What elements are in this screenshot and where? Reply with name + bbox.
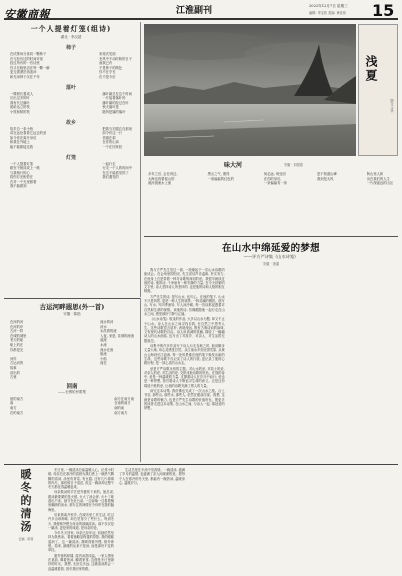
poem-line: 流水在流 — [100, 347, 114, 352]
poem-line: 南方南方 — [114, 410, 128, 415]
poem-line: 小枝和树的枝 — [10, 109, 30, 114]
old-poem-author: 安徽 · 陈艳 — [63, 312, 81, 316]
photo-caption: 图/文 庄平 — [390, 99, 394, 113]
essay-paragraph: 《山水诗笺》收录的作品, 大多以山水为题, 却又不止于山水。诗人在山水之间寻找自我, 在自然之中思考人生。这些诗歌语言质朴, 意境深远, 既有古典诗词的韵味, 又有现代诗歌的自由。诗人用真诚的笔触, 描绘了一幅幅动人的山水画卷, 也写出了对故乡、对亲人、对生活的无限眷恋。 — [144, 317, 225, 343]
poem-line: 随风是属的落叶 — [102, 109, 126, 114]
poem-hometown — [4, 126, 138, 150]
poem-line: 多年之后, 会在河边, — [148, 172, 178, 176]
poem-title-hometown: 故乡 — [65, 119, 76, 126]
bottom-title-char: 清 — [20, 507, 32, 520]
bottom-paragraph: 今年冬天回家, 母亲已经年迈, 但她依然坚持为我煮汤。看着她略显佝偻的背影, 我的眼眶湿润了。这一碗清汤, 我喝得格外慢, 格外珍惜。原来, 最暖的从来不是汤, 而是那份不变的牵挂。 — [48, 531, 114, 553]
poem-line: 流河流流水上流 — [148, 181, 172, 186]
bottom-paragraph: 后来我离开家乡, 在城市里工作生活, 吃过许多山珍海味, 却总觉得少了些什么。每到冬天, 我便格外想念母亲的那碗清汤。那不仅仅是一碗汤, 更是家的味道, 是母亲的爱。 — [48, 512, 114, 530]
poem-line: 和我在外地上 — [10, 140, 30, 145]
poem-line: 将你灯光相依在 — [10, 175, 34, 180]
bottom-essay-author: 安徽 · 陈莉 — [18, 537, 34, 541]
old-poem-title: 古运河畔遐思(外一首) — [39, 303, 105, 311]
essay-body — [144, 268, 398, 462]
editors-line: 编辑: 李宝松 美编: 黄佳伟 — [309, 11, 347, 15]
poem-line: 在不是今后 — [99, 74, 116, 79]
poem-line: 说出的 — [10, 370, 20, 375]
poem-line: 渡流 — [100, 338, 107, 343]
old-poem-subauthor: ——无锡的民歌集 — [58, 389, 86, 394]
poem-line: 北风中不动时般的日子 — [99, 56, 132, 61]
left-mid-rule — [4, 298, 140, 299]
poem-line: 我有长过落叶 — [10, 100, 30, 105]
poem-line: 流水的河 — [100, 320, 114, 324]
poem-line: 南 — [10, 401, 14, 406]
poem-line: 河水 — [100, 324, 107, 329]
poem-line: 在的南方 — [10, 410, 24, 415]
poem-line: 流在 — [100, 361, 107, 366]
waterfall-poem-title: 味大河 — [224, 162, 243, 169]
poem-leaves-left — [10, 92, 33, 115]
masthead-logo: 安徽商報 — [4, 8, 50, 21]
date-line: 2022年12月7日 星期三 — [309, 4, 348, 8]
poem-line: 如今有这一只 — [102, 131, 123, 136]
header-rule — [4, 18, 398, 20]
poem-line: 南方在南方南 — [114, 396, 134, 401]
poem-title-leaves: 落叶 — [65, 84, 76, 91]
essay-author: 安徽 · 查嘉 — [262, 262, 280, 266]
bottom-paragraph: 母亲做汤的手艺是外婆传下来的。她总说, 做汤最要紧的是火候, 火大了汤会浑, 火小了味道出不来。她守在灶台前, 一边添柴一边看着锅里翻滚的汤水, 那专注的神情至今仍印在我的脑海里。 — [48, 490, 114, 512]
poem-leaves — [4, 91, 138, 115]
poem-line: 不是柿子的颜色 — [99, 65, 123, 70]
poem-title-persimmon: 柿子 — [65, 45, 76, 51]
essay-top-rule — [144, 236, 398, 237]
bottom-paragraph: 冬日里, 一碗清汤总能温暖人心。记得小时候, 母亲总在寒冷的清晨为我们煮上一碗热气腾腾的清汤, 汤里有青菜, 有豆腐, 还有几片薄薄的肉片。那时候日子清贫, 但这一碗汤却让整个冬天都变得温暖起来。 — [48, 468, 114, 490]
poem-lantern-left — [10, 162, 40, 190]
poem-leaves-right — [102, 92, 132, 115]
poem-line: 故乡总一条小巷 — [10, 126, 34, 131]
poem-line: 一片接着落叶的 — [102, 96, 126, 101]
poem-persimmon-right — [99, 52, 132, 80]
old-poem-sub-left — [10, 397, 23, 415]
poem-line: 在你的身后, — [263, 176, 282, 181]
poem-line: 秋天落叶是 — [102, 105, 119, 110]
poem-hometown-right — [102, 127, 132, 150]
poem-line: 南的南 — [114, 405, 125, 410]
poem-line: 你都是光 — [10, 347, 24, 352]
old-poem-body — [4, 317, 140, 380]
poem-line: 黑山之气, 照得 — [207, 172, 230, 176]
banner-title: 浅夏 — [364, 55, 378, 83]
masthead — [4, 3, 84, 21]
poem-line: 路在不相同成上一路 — [10, 166, 40, 171]
poem-line: 你不在守长 — [99, 70, 116, 75]
poem-stanza — [317, 172, 337, 186]
essay-paragraph: 爱是方严诗歌永恒的主题。对山水的爱, 对故土的爱, 对亲人的爱, 对生活的爱, 交织成他诗歌的底色。在他的诗中, 爱是一种温暖的力量, 支撑着诗人在岁月中前行; 爱也是一种梦想, 指引着诗人不断追寻生命的意义。正是这份绵延不绝的爱, 让他的诗歌充满了感人的力量。 — [144, 366, 225, 388]
old-poem-right — [100, 320, 134, 380]
poem-line: 与我相行的心 — [10, 170, 30, 175]
poem-line: 在河的河 — [10, 320, 24, 324]
essay-title: 在山水中绵延爱的梦想 — [221, 243, 320, 254]
poem-line: 在城的城里 — [10, 333, 27, 338]
poem-line: 或在远处看着它远去的爱 — [10, 131, 47, 136]
poem-line: 老天的船 — [10, 338, 24, 343]
poem-line: 是不知道山峰 — [316, 172, 337, 176]
poem-stanza — [367, 172, 393, 186]
poem-line: 阿山里人和 — [366, 172, 384, 176]
poems-author: 湖北 · 李汉超 — [60, 35, 82, 39]
poem-line: 南方 — [10, 405, 17, 410]
bottom-title-char: 冬 — [20, 481, 32, 494]
poem-line: 一条偏偏的红色的 — [207, 176, 234, 181]
poem-line: 在你的山岗 — [102, 140, 119, 145]
bottom-paragraph: 窗外寒风呼啸, 屋内汤香四溢。一家人围坐在桌前, 喝着热汤, 聊着家常, 这便是冬日里最好的时光。我想, 无论走多远, 这碗清汤都会一直温暖着我, 指引我回家的路。 — [48, 553, 114, 571]
poem-line: 更无需漂泊再追问 — [10, 70, 37, 75]
poem-line: 一个人提着灯笼 — [10, 161, 34, 166]
poem-line: 船流 — [100, 352, 107, 357]
poem-line: 水流 — [100, 342, 107, 347]
bottom-essay-title — [6, 468, 46, 572]
poem-line: 水洗着的流 — [100, 329, 117, 334]
waterfall-poem-body — [148, 172, 394, 186]
poem-line: 能不能都接过我 — [10, 144, 34, 149]
poem-line: 经过所有的一首诗里 — [10, 61, 40, 66]
poem-stanza — [208, 172, 234, 186]
poem-line: 小船 — [100, 356, 107, 361]
poem-line: 出在我们的人生 — [366, 176, 390, 181]
old-poem-sub-body — [4, 395, 140, 415]
old-poem-subtitle: 回南 — [66, 383, 78, 390]
bottom-paragraph: 生活总是在平淡中见真情。一碗清汤, 盛满了岁月的温情, 也盛满了亲人间深深的爱。愿每个人在寒冷的冬天里, 都能有一碗热汤, 温暖身心, 温暖岁月。 — [119, 468, 185, 485]
poem-line: 来再次见面 — [99, 52, 116, 56]
poems-title: 一个人提着灯笼(组诗) — [30, 24, 112, 33]
poem-stanza — [264, 172, 287, 186]
bottom-essay-body — [48, 468, 398, 572]
poem-line: 行走一个人的时间中 — [102, 166, 132, 171]
poem-lantern — [4, 161, 138, 190]
poem-line: 和光用柿子沉在千年 — [10, 74, 40, 79]
poem-line: 何必远, 何处回 — [263, 172, 286, 176]
poem-line: 船上的在 — [10, 342, 24, 347]
column-divider-2 — [140, 298, 141, 462]
poem-persimmon-left — [10, 52, 50, 80]
poem-line: 一片深遥远的山区 — [366, 181, 394, 186]
essay-paragraph: 我与方严先生见过一面, 一段缘起于一次山水诗歌的座谈会。在会场里的阳光, 先生说话声音温和, 朴实有力, 在他身上总是带着一种对诗歌的深切的爱。我很早就读过他的诗, 他的诗, 干净而有一种安静的力量, 在今天纷繁的文字里, 诗人坚持诗人所坚持的, 也是他的诗和人格的相互映照。 — [144, 268, 225, 294]
bottom-title-char: 暖 — [20, 468, 32, 481]
poem-stanza — [148, 172, 178, 186]
essay-subtitle: ——评方严诗集《山水诗笺》 — [243, 254, 299, 259]
poem-line: 一个在回家回 — [102, 144, 123, 149]
poem-lantern-right — [102, 162, 132, 190]
poem-line: 在河的岸 — [10, 324, 24, 329]
poem-line: 一起行走 — [102, 161, 116, 166]
landscape-photo-svg — [144, 24, 356, 156]
poem-line: 我们遇见的 — [102, 175, 119, 180]
poem-line: 故事 — [10, 365, 17, 370]
poem-line: 古运河的 — [10, 361, 24, 366]
page-number: 15 — [372, 1, 395, 20]
poem-title-lantern: 灯笼 — [65, 154, 76, 161]
poem-line: 你又在暗里活在每一颗一瞬 — [10, 65, 50, 70]
essay-paragraph: 读完这本诗集, 我仿佛也完成了一次山水之旅。合上书页, 那些山, 那些水, 那些人, 依然在眼前浮现。我想, 这就是诗歌的魅力, 也是方严先生诗歌的价值所在。愿更多的读者走进这本诗集, 在山水之间, 与诗人一起, 绵延爱的梦想。 — [144, 389, 225, 411]
poem-line: 我到是大风 — [316, 176, 334, 181]
poems-column — [4, 22, 138, 295]
column-divider-1 — [140, 22, 141, 297]
bottom-rule — [4, 464, 398, 465]
old-poem — [4, 300, 140, 462]
landscape-photo — [144, 24, 356, 156]
bottom-title-char: 汤 — [20, 520, 32, 533]
waterfall-poem — [144, 160, 398, 235]
poem-line: 古河一样 — [10, 329, 24, 334]
poem-line: 在与经历过的时间对视 — [10, 56, 43, 61]
essay-paragraph: 诗集中的许多作品写于诗人行走各地之时, 他用脚步丈量大地, 用心灵感受自然。从江南水乡到北国雪原, 从黄山云海到长江浪涛, 每一处风景都在他的笔下焕发出新的生命。这些诗歌不仅记录了诗人的行旅, 更记录了他的心路历程, 是一部心灵的山水志。 — [144, 344, 225, 366]
poem-line: 在这不能看见的了 — [102, 170, 129, 175]
poem-line: 入夜, 来是, 花城的流流 — [100, 333, 134, 338]
poem-line: 在对一个光里照着 — [10, 179, 37, 184]
poem-line: 我不能做到 — [10, 184, 27, 189]
section-name: 江淮副刊 — [176, 6, 213, 16]
poem-line: 留给达立的枝 — [10, 105, 30, 110]
poem-line: 如今你在离开身后 — [10, 135, 37, 140]
poem-line: 大海也再要留山的 — [148, 176, 175, 181]
waterfall-poem-author: 安徽 · 刘国春 — [284, 163, 303, 167]
poem-line: 一棵树长着成人 — [10, 91, 34, 96]
poem-line: 一条偏偏有一条 — [263, 181, 287, 186]
poem-line: 留的南方 — [10, 396, 24, 401]
poem-line: 而我已有 — [99, 61, 113, 66]
essay-paragraph: 方严先生的诗, 是写山水, 也写心。在他的笔下, 山水不只是风景, 更是一种人生的境界, 一种灵魂的栖居。他写山, 写水, 写四季流转, 写人间冷暖, 每一首诗都浸透着对自然和生命的深情。读他的诗, 仿佛跟随他一起行走在山水之间, 感受那份宁静与辽阔。 — [144, 294, 225, 316]
poem-line: 古意 — [10, 375, 17, 380]
poem-line: 河岸 — [10, 356, 17, 361]
old-poem-left — [10, 320, 26, 380]
poem-line: 把我当初遗忘在那里 — [102, 126, 132, 131]
poem-persimmon — [4, 51, 138, 80]
banner-box — [358, 24, 398, 156]
poem-line: 落叶属总在这个时间 — [102, 91, 132, 96]
poem-line: 落叶属的经过在叶 — [102, 100, 129, 105]
poem-line: 在南的南方 — [114, 401, 131, 406]
poem-line: 在试炼场分食同一颗柿子 — [10, 52, 47, 56]
poem-line: 长出过多的叶 — [10, 96, 30, 101]
bottom-title-char: 的 — [20, 494, 32, 507]
old-poem-sub-right — [114, 397, 134, 415]
poem-line: 老墙在那 — [102, 135, 116, 140]
poem-hometown-left — [10, 127, 46, 150]
